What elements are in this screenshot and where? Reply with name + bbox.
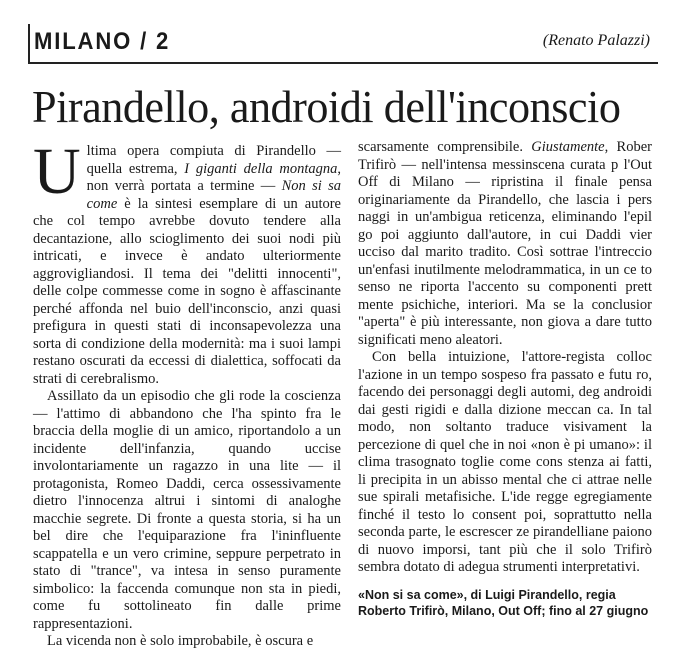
paragraph-4-italic: Giustamente: [531, 139, 605, 155]
article-paragraph-4: [358, 139, 652, 349]
masthead-rule-bottom: [28, 62, 658, 64]
article-paragraph-5: Con bella intuizione, l'attore-regista colloc l'azione in un tempo sospeso fra passato e futu ro, facendo dei personaggi degli automi, deg androidi dai gesti rigidi e dalla dizione meccan ca. In tal modo, non soltanto traduce visivament la percezione di quel che in noi «non è pi umano»: il clima trasognato toglie come cons stenza ai fatti, li precipita in un abisso mental che ci attrae nelle sue spirali metafisiche. L'ide regge egregiamente finché il testo lo consent poi, soprattutto nella seconda parte, le escrescer ze pirandelliane paiono di nuovo imporsi, tant più che il solo Trifirò sembra dotato di adegua strumenti interpretativi.: [358, 349, 652, 575]
paragraph-1-text-b: , non verrà portata a termine —: [86, 160, 341, 194]
production-caption: «Non si sa come», di Luigi Pirandello, regia Roberto Trifirò, Milano, Out Off; fino al 27 giugno: [358, 587, 649, 618]
play-title-quote: Non si sa come: [86, 178, 341, 212]
article-paragraph-3: La vicenda non è solo improbabile, è oscura e: [47, 633, 314, 649]
author-byline: (Renato Palazzi): [542, 32, 650, 49]
drop-cap: U: [33, 135, 81, 208]
article-column-left: [33, 135, 341, 651]
section-label: MILANO / 2: [34, 28, 171, 55]
article-column-right: [358, 139, 652, 619]
paragraph-1-text-a: ltima opera compiuta di Pirandello — quella estrema,: [86, 143, 341, 177]
article-paragraph-1: [33, 135, 341, 388]
masthead-rule-left: [28, 24, 30, 62]
play-title: I giganti della montagna: [184, 160, 338, 177]
article-paragraph-2: Assillato da un episodio che gli rode la coscienza — l'attimo di abbandono che l'ha spinto fra le braccia della moglie di un amico, riportandolo a un incidente dell'infanzia, quando uccise involontariamente un ragazzo in una lite — il protagonista, Romeo Daddi, cerca ossessivamente dietro l'innocenza altrui i sintomi di analoghe macchie segrete. Di fronte a questa storia, si ha un bel dire che l'equiparazione fra l'ininfluente scappatella e un vero crimine, seppure perpetrato in stato di "trance", va intesa in senso puramente simbolico: la faccenda comunque non sta in piedi, come fu sottolineato fin dalle prime rappresentazioni.: [33, 388, 341, 632]
paragraph-1-text-c: è la sintesi esemplare di un autore che col tempo avrebbe dovuto tendere alla decantazione, allo scioglimento dei suoi nodi più intricati, e invece è andato ulteriormente aggrovigliandosi. Il tema dei "delitti innocenti", delle colpe commesse come in sogno è affascinante perché affonda nel buio dell'inconscio, anzi quasi prefigura in questi stati di inconsapevolezza una sorta di condizione della modernità: ma i suoi lampi restano oscurati da eccessi di dialettica, soffocati da strati di cerebralismo.: [33, 195, 341, 387]
paragraph-4-text-a: scarsamente comprensibile.: [358, 139, 532, 155]
paragraph-4-text-b: , Rober Trifirò — nell'intensa messinscena curata p l'Out Off di Milano — ripristina il finale pensa originariamente da Pirandello, che lascia i pers naggi in un'ambigua reticenza, eliminando l'epil go poi aggiunto dall'autore, in cui Daddi vier ucciso dal marito tradito. Così sottrae l'intreccio un'enfasi inutilmente melodrammatica, in un ce to senso ne riporta l'accento su componenti prett mente psichiche, interiori. Ma se la conclusior "aperta" è più interessante, non giova a dare tutto significati meno aleatori.: [358, 139, 652, 348]
masthead: [28, 24, 658, 62]
headline: Pirandello, androidi dell'inconscio: [32, 81, 621, 132]
